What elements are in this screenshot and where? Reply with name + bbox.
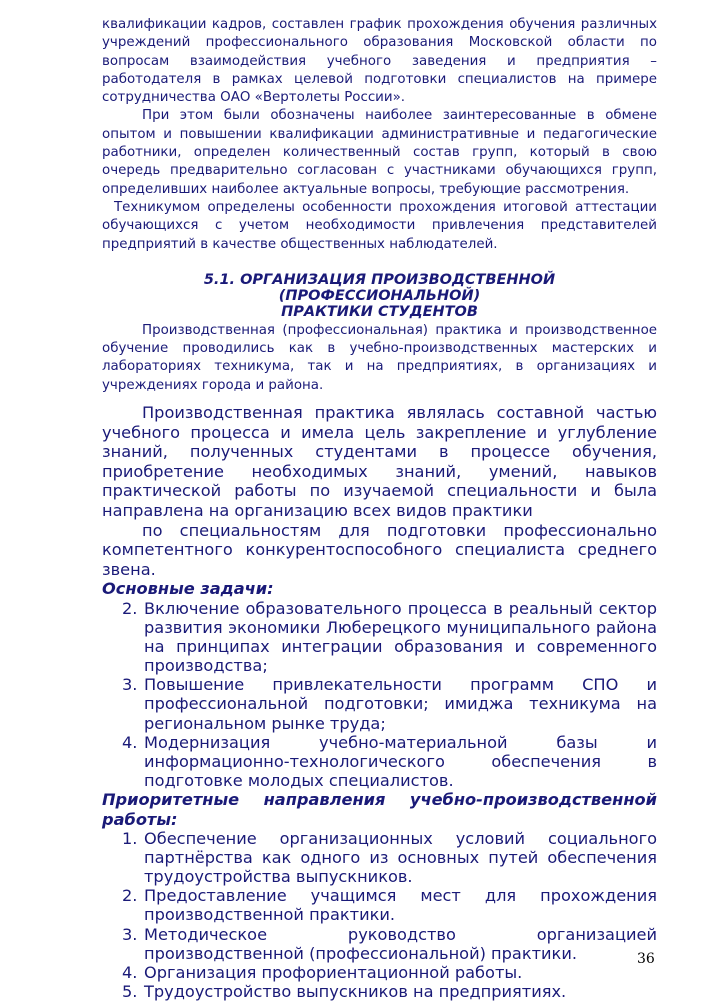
page-number: 36 [637,951,655,967]
section-heading-line-2: ПРАКТИКИ СТУДЕНТОВ [281,303,478,320]
section-paragraph-1: Производственная (профессиональная) практика и производственное обучение проводились как в учебно-производственных мастерских и лабораториях техникума, так и на предприятиях, в организациях и учреждениях города и района. [102,322,657,393]
intro-paragraph-2: При этом были обозначены наиболее заинтересованные в обмене опытом и повышении квалификации административные и педагогические работники, определен количественный состав групп, который в свою очередь предварительно согласован с участниками обучающихся групп, определивших наиболее актуальные вопросы, требующие рассмотрения. [102,108,657,197]
section-heading-line-1: 5.1. ОРГАНИЗАЦИЯ ПРОИЗВОДСТВЕННОЙ (ПРОФЕССИОНАЛЬНОЙ) [203,271,556,304]
list-item-number: 4. [122,732,138,752]
list-item-text: Обеспечение организационных условий социального партнёрства как одного из основных путей обеспечения трудоустройства выпускников. [144,829,657,887]
list-item-number: 5. [122,981,138,1001]
list-item-text: Организация профориентационной работы. [144,962,523,982]
list-item-text: Предоставление учащимся мест для прохождения производственной практики. [144,886,657,925]
list-item [102,829,657,886]
list-item-number: 3. [122,675,138,695]
list-item-text: Модернизация учебно-материальной базы и информационно-технологического обеспечения в подготовке молодых специалистов. [144,732,657,790]
tasks-title: Основные задачи: [102,579,274,599]
list-item [102,675,657,732]
list-item-number: 2. [122,886,138,906]
list-item-number: 2. [122,598,138,618]
section-heading [102,272,657,320]
list-item-number: 1. [122,829,138,849]
priorities-title: Приоритетные направления учебно-производственной работы: [102,789,657,829]
list-item [102,733,657,790]
list-item-text: Повышение привлекательности программ СПО и профессиональной подготовки; имиджа техникума на региональном рынке труда; [144,675,657,733]
list-item-number: 3. [122,924,138,944]
list-item-number: 4. [122,962,138,982]
list-item [102,886,657,924]
section-paragraph-2: Производственная практика являлась составной частью учебного процесса и имела цель закрепление и углубление знаний, полученных студентами в процессе обучения, приобретение необходимых знаний, умений, навыков практической работы по изучаемой специальности и была направлена на организацию всех видов практики [102,403,657,521]
section-paragraph-3: по специальностям для подготовки профессионально компетентного конкурентоспособного специалиста среднего звена. [102,520,657,579]
list-item [102,982,657,1001]
priorities-list [102,829,657,1001]
list-item [102,925,657,963]
intro-paragraph-1: квалификации кадров, составлен график прохождения обучения различных учреждений профессионального образования Московской области по вопросам взаимодействия учебного заведения и предприятия – работодателя в рамках целевой подготовки специалистов на примере сотрудничества ОАО «Вертолеты России». [102,17,657,106]
list-item [102,963,657,982]
tasks-list [102,599,657,790]
list-item-text: Включение образовательного процесса в реальный сектор развития экономики Люберецкого муниципального района на принципах интеграции образования и современного производства; [144,598,657,676]
list-item-text: Трудоустройство выпускников на предприятиях. [144,981,567,1001]
document-page [102,16,657,1001]
list-item [102,599,657,675]
intro-paragraph-3: Техникумом определены особенности прохождения итоговой аттестации обучающихся с учетом необходимости привлечения представителей предприятий в качестве общественных наблюдателей. [102,199,657,252]
list-item-text: Методическое руководство организацией производственной (профессиональной) практики. [144,924,657,963]
